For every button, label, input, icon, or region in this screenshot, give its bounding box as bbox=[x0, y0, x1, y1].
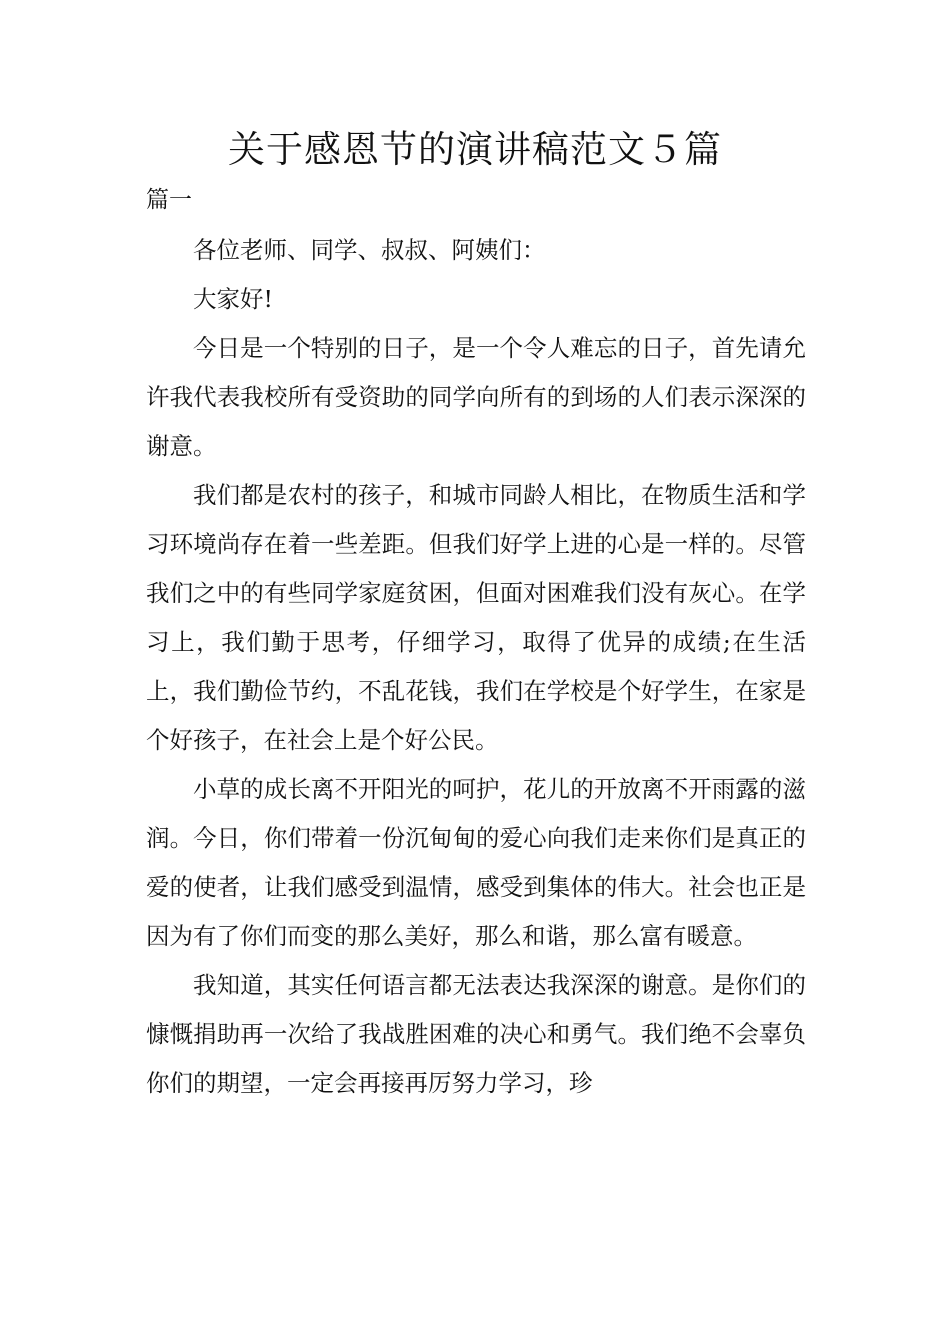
paragraph-hello: 大家好! bbox=[193, 285, 273, 313]
document-title: 关于感恩节的演讲稿范文５篇 bbox=[228, 128, 722, 171]
document-body bbox=[146, 226, 806, 1108]
section-label: 篇一 bbox=[146, 187, 192, 213]
paragraph-4: 我知道，其实任何语言都无法表达我深深的谢意。是你们的慷慨捐助再一次给了我战胜困难的决心和勇气。我们绝不会辜负你们的期望，一定会再接再厉努力学习，珍 bbox=[146, 971, 806, 1097]
paragraph-1: 今日是一个特别的日子，是一个令人难忘的日子，首先请允许我代表我校所有受资助的同学向所有的到场的人们表示深深的谢意。 bbox=[146, 334, 806, 460]
paragraph-3: 小草的成长离不开阳光的呵护，花儿的开放离不开雨露的滋润。今日，你们带着一份沉甸甸的爱心向我们走来你们是真正的爱的使者，让我们感受到温情，感受到集体的伟大。社会也正是因为有了你们而变的那么美好，那么和谐，那么富有暖意。 bbox=[146, 775, 806, 950]
paragraph-greeting: 各位老师、同学、叔叔、阿姨们： bbox=[193, 236, 546, 264]
paragraph-2: 我们都是农村的孩子，和城市同龄人相比，在物质生活和学习环境尚存在着一些差距。但我们好学上进的心是一样的。尽管我们之中的有些同学家庭贫困，但面对困难我们没有灰心。在学习上，我们勤于思考，仔细学习，取得了优异的成绩;在生活上，我们勤俭节约，不乱花钱，我们在学校是个好学生，在家是个好孩子，在社会上是个好公民。 bbox=[146, 481, 806, 754]
